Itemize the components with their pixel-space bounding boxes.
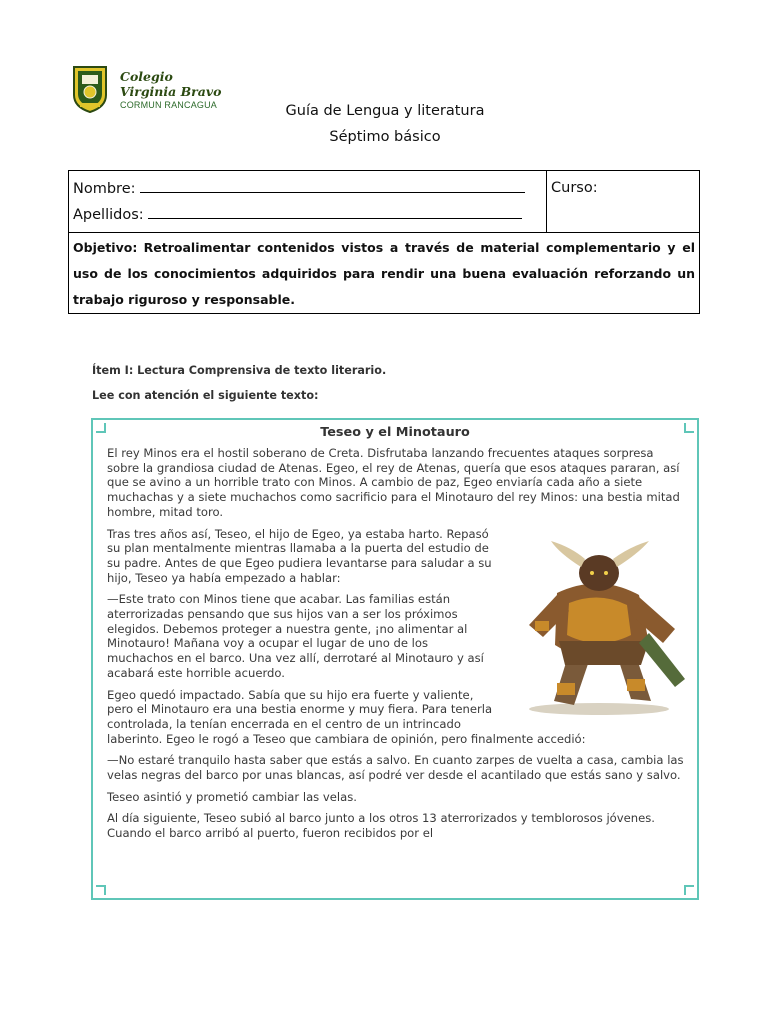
- document-title-block: [0, 98, 768, 150]
- story-frame: [91, 418, 699, 900]
- objective-label: Objetivo:: [73, 240, 138, 255]
- story-title: Teseo y el Minotauro: [320, 425, 470, 440]
- school-name-line2: Virginia Bravo: [120, 84, 222, 99]
- item-heading: Ítem I: Lectura Comprensiva de texto literario.: [92, 364, 387, 377]
- item-instruction: Lee con atención el siguiente texto:: [92, 389, 319, 402]
- story-paragraph: —No estaré tranquilo hasta saber que estás a salvo. En cuanto zarpes de vuelta a casa, cambia las velas negras del barco por unas blancas, así podré ver desde el acantilado que estás sano y salvo.: [107, 753, 684, 783]
- name-blank-line[interactable]: [140, 176, 525, 193]
- name-cell: [69, 171, 547, 233]
- course-cell[interactable]: [547, 171, 700, 233]
- story-paragraph: Teseo asintió y prometió cambiar las velas.: [107, 789, 357, 804]
- story-paragraph: —Este trato con Minos tiene que acabar. Las familias están aterrorizadas pensando que sus hijos van a ser los próximos elegidos. Debemos proteger a nuestra gente, ¡no alimentar al Minotauro! Mañana voy a ocupar el lugar de uno de los muchachos en el barco. Una vez allí, derrotaré al Minotauro y así acabará este horrible acuerdo.: [107, 592, 484, 680]
- story-paragraph: Tras tres años así, Teseo, el hijo de Egeo, ya estaba harto. Repasó su plan mentalmente mientras llamaba a la puerta del estudio de su padre. Antes de que Egeo pudiera levantarse para saludar a su hijo, Teseo ya había empezado a hablar:: [107, 526, 492, 585]
- surname-blank-line[interactable]: [148, 202, 522, 219]
- frame-corner-ornament: [96, 885, 106, 895]
- frame-corner-ornament: [684, 885, 694, 895]
- story-paragraph: Egeo quedó impactado. Sabía que su hijo era fuerte y valiente, pero el Minotauro era una bestia enorme y muy fiera. Para tenerla controlada, la tenían encerrada en el centro de un intrincado laberinto. Egeo le rogó a Teseo que cambiara de opinión, pero finalmente accedió:: [107, 687, 586, 746]
- minotaur-illustration: [499, 533, 695, 719]
- objective-cell: [69, 233, 700, 314]
- surname-label: Apellidos:: [73, 207, 144, 223]
- document-title: Guía de Lengua y literatura: [285, 103, 485, 119]
- story-paragraph: Al día siguiente, Teseo subió al barco junto a los otros 13 aterrorizados y temblorosos jóvenes. Cuando el barco arribó al puerto, fueron recibidos por el: [107, 811, 655, 841]
- document-subtitle: Séptimo básico: [329, 129, 441, 145]
- minotaur-illustration-wrapper: [499, 533, 695, 719]
- course-label: Curso:: [551, 180, 598, 196]
- student-info-table: [68, 170, 700, 314]
- school-name-line3: CORMUN RANCAGUA: [120, 100, 218, 110]
- school-name-line1: Colegio: [120, 69, 173, 84]
- story-text: [107, 446, 689, 848]
- story-paragraph: El rey Minos era el hostil soberano de Creta. Disfrutaba lanzando frecuentes ataques sorpresa sobre la grandiosa ciudad de Atenas. Egeo, el rey de Atenas, quería que esos ataques pararan, así que se avino a un horrible trato con Minos. A cambio de paz, Egeo enviaría cada año a siete muchachas y a siete muchachos como sacrificio para el Minotauro del rey Minos: una bestia mitad hombre, mitad toro.: [107, 446, 680, 519]
- name-label: Nombre:: [73, 181, 136, 197]
- objective-text: Retroalimentar contenidos vistos a través de material complementario y el uso de los conocimientos adquiridos para rendir una buena evaluación reforzando un trabajo riguroso y responsable.: [73, 240, 695, 307]
